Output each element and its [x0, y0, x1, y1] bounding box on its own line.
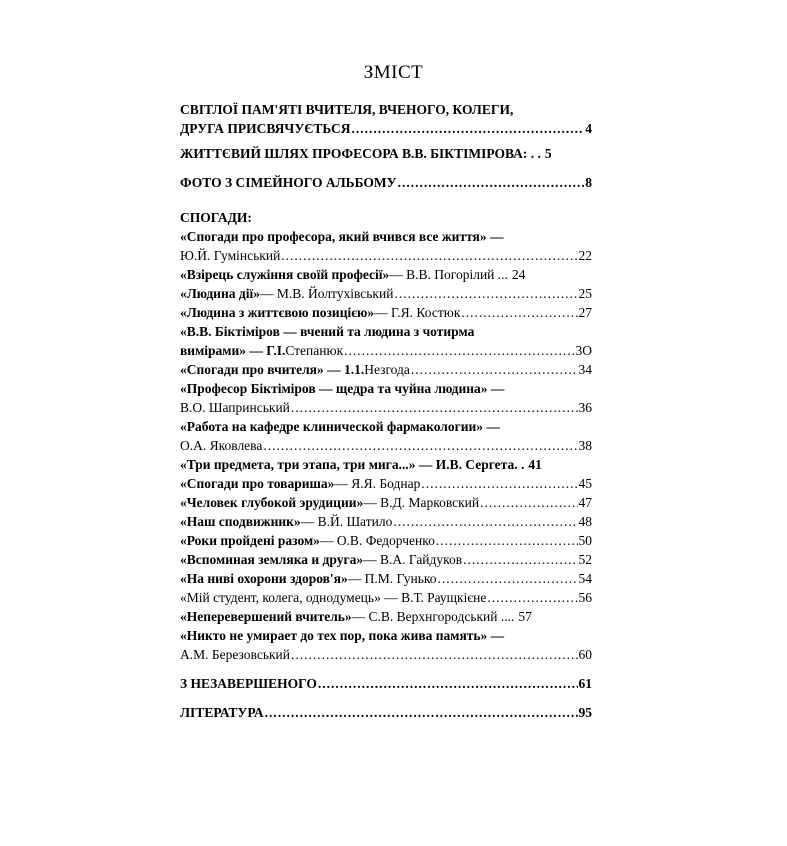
toc-line [180, 398, 592, 417]
memoir-author: — В.Й. Шатило [300, 514, 393, 529]
memoir-title: «Спогади про вчителя» — 1.1. [180, 362, 365, 377]
dot-leader [281, 246, 577, 265]
toc-line [180, 284, 592, 303]
memoir-title: «Вспоминая земляка и друга» [180, 552, 364, 567]
dot-leader [394, 284, 577, 303]
toc-line [180, 173, 592, 192]
dot-leader [344, 341, 574, 360]
dot-leader [352, 119, 585, 138]
memoir-author: — П.М. Гунько [347, 571, 437, 586]
toc-entry-text: З НЕЗАВЕРШЕНОГО [180, 676, 317, 691]
toc-line [180, 569, 592, 588]
dot-leader [411, 360, 578, 379]
memoir-title: «Людина з життєвою позицією» [180, 305, 375, 320]
dot-leader [461, 303, 577, 322]
toc-line [180, 474, 592, 493]
page-number: 47 [578, 495, 592, 510]
page-number: 52 [578, 552, 592, 567]
memoir-title: «Человек глубокой эрудиции» [180, 495, 364, 510]
toc-line [180, 512, 592, 531]
table-of-contents [180, 100, 592, 722]
toc-entry-text: СПОГАДИ: [180, 210, 252, 225]
toc-entry-text: ФОТО З СІМЕЙНОГО АЛЬБОМУ [180, 175, 397, 190]
toc-line [180, 674, 592, 693]
toc-line [180, 144, 592, 163]
page-number: 45 [578, 476, 592, 491]
page-number: 25 [578, 286, 592, 301]
memoir-title: «Никто не умирает до тех пор, пока жива память» — [180, 628, 505, 643]
dot-leader [265, 703, 578, 722]
dot-leader [463, 550, 577, 569]
toc-entry-text: ДРУГА ПРИСВЯЧУЄТЬСЯ [180, 121, 351, 136]
dot-leader [318, 674, 578, 693]
memoir-author: Степанюк [285, 343, 344, 358]
toc-line [180, 322, 592, 341]
dot-leader [291, 398, 578, 417]
memoir-author: — Г.Я. Костюк [374, 305, 461, 320]
toc-line [180, 703, 592, 722]
dot-leader [438, 569, 578, 588]
dot-leader [436, 531, 578, 550]
toc-entry-text: ЖИТТЄВИЙ ШЛЯХ ПРОФЕСОРА В.В. БІКТІМІРОВА: . . [180, 146, 541, 161]
toc-line [180, 265, 592, 284]
page-number: 95 [578, 705, 592, 720]
memoir-author: — В.А. Гайдуков [363, 552, 463, 567]
toc-line [180, 607, 592, 626]
page-number: 54 [578, 571, 592, 586]
memoir-author: — О.В. Федорченко [319, 533, 435, 548]
toc-line [180, 379, 592, 398]
page-number: 27 [578, 305, 592, 320]
toc-line [180, 246, 592, 265]
memoir-author: Ю.Й. Гумінський [180, 248, 281, 263]
page-number: 60 [578, 647, 592, 662]
page-number: 5 [544, 146, 552, 161]
toc-line [180, 493, 592, 512]
dot-leader [421, 474, 577, 493]
memoir-title: «Спогади про професора, який вчився все життя» — [180, 229, 504, 244]
memoir-author: А.М. Березовський [180, 647, 290, 662]
page-number: 4 [585, 121, 592, 136]
page-number: 50 [578, 533, 592, 548]
memoir-title: «В.В. Біктіміров — вчений та людина з чотирма [180, 324, 475, 339]
toc-line [180, 626, 592, 645]
toc-line [180, 550, 592, 569]
memoir-author: — С.В. Верхнгородський .... [351, 609, 515, 624]
toc-line [180, 360, 592, 379]
toc-line [180, 417, 592, 436]
page-number: 22 [578, 248, 592, 263]
memoir-author: — В.В. Погорілий ... [389, 267, 508, 282]
memoir-author: О.А. Яковлева [180, 438, 263, 453]
memoir-author: Незгода [364, 362, 410, 377]
memoir-title: «Роки пройдені разом» [180, 533, 320, 548]
toc-line [180, 531, 592, 550]
page-number: 41 [528, 457, 542, 472]
memoir-title: «Неперевершений вчитель» [180, 609, 352, 624]
memoir-author: — В.Д. Марковский [363, 495, 480, 510]
page-title: ЗМІСТ [363, 62, 424, 83]
toc-line [180, 303, 592, 322]
memoir-title: «На ниві охорони здоров'я» [180, 571, 348, 586]
memoir-title: «Людина дії» [180, 286, 260, 301]
memoir-title: вимірами» — Г.І. [180, 343, 286, 358]
memoir-title: «Професор Біктіміров — щедра та чуйна людина» — [180, 381, 505, 396]
memoir-title: «Три предмета, три этапа, три мига...» — И.В. Сергета. . [180, 457, 525, 472]
memoir-author: В.О. Шапринський [180, 400, 290, 415]
memoir-title: «Работа на кафедре клинической фармакологии» — [180, 419, 500, 434]
toc-entry-text: ЛІТЕРАТУРА [180, 705, 264, 720]
page-number: 3О [575, 343, 592, 358]
toc-line [180, 455, 592, 474]
page-number: 57 [518, 609, 532, 624]
dot-leader [291, 645, 578, 664]
toc-line [180, 588, 592, 607]
page-number: 38 [578, 438, 592, 453]
page-number: 8 [585, 175, 592, 190]
toc-line [180, 436, 592, 455]
page-number: 24 [511, 267, 526, 282]
memoir-title: «Мій студент, колега, однодумець» — В.Т. Раущкієне [180, 590, 487, 605]
page-number: 36 [578, 400, 592, 415]
dot-leader [263, 436, 577, 455]
dot-leader [480, 493, 577, 512]
memoir-title: «Спогади про товариша» [180, 476, 335, 491]
memoir-author: — М.В. Йолтухівський [259, 286, 394, 301]
toc-line [180, 341, 592, 360]
memoir-title: «Наш сподвижник» [180, 514, 301, 529]
section-heading [180, 208, 592, 227]
toc-line [180, 119, 592, 138]
toc-line [180, 227, 592, 246]
page-number: 34 [578, 362, 592, 377]
dot-leader [393, 512, 577, 531]
toc-line [180, 100, 592, 119]
page-number: 48 [578, 514, 592, 529]
toc-entry-text: СВІТЛОЇ ПАМ'ЯТІ ВЧИТЕЛЯ, ВЧЕНОГО, КОЛЕГИ, [180, 102, 514, 117]
memoir-title: «Взірець служіння своїй професії» [180, 267, 390, 282]
page-number: 61 [578, 676, 592, 691]
page-number: 56 [578, 590, 592, 605]
memoir-author: — Я.Я. Боднар [334, 476, 421, 491]
toc-line [180, 645, 592, 664]
dot-leader [398, 173, 585, 192]
dot-leader [487, 588, 577, 607]
